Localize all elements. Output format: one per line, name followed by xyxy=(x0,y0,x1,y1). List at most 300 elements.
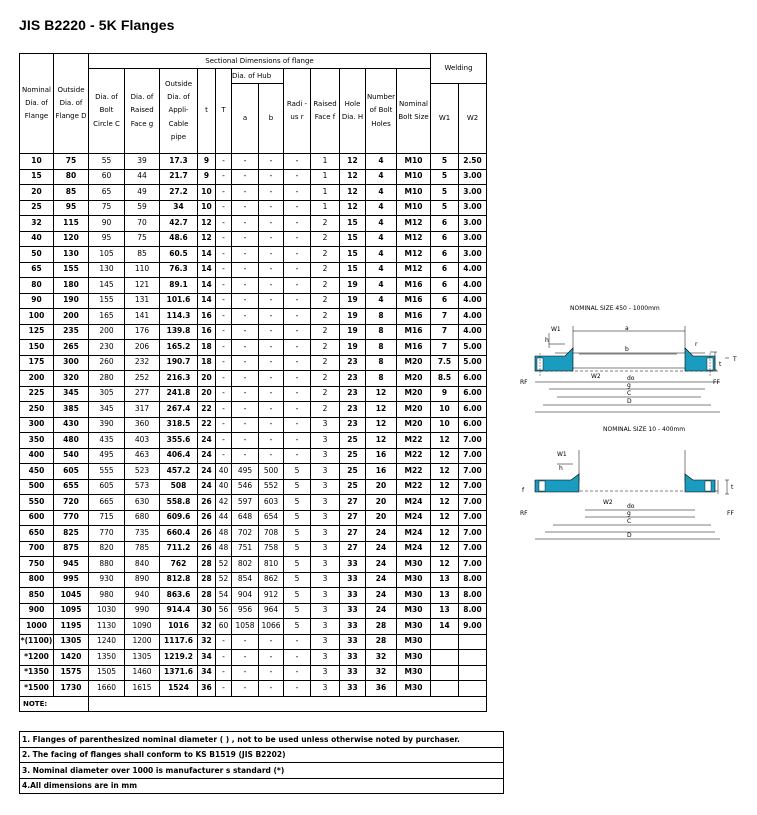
table-cell: 1575 xyxy=(54,665,89,681)
table-cell: 3 xyxy=(311,681,340,697)
table-row xyxy=(20,510,487,526)
table-cell: M16 xyxy=(397,278,431,294)
table-cell: M24 xyxy=(397,541,431,557)
table-cell: 735 xyxy=(125,526,160,542)
table-cell: 7.5 xyxy=(431,355,459,371)
table-cell: - xyxy=(232,247,259,263)
table-cell: - xyxy=(232,309,259,325)
table-cell: 20 xyxy=(198,386,216,402)
table-cell: - xyxy=(216,247,232,263)
table-cell: 3.00 xyxy=(459,216,487,232)
table-cell: 23 xyxy=(340,417,366,433)
table-cell: 280 xyxy=(89,371,125,387)
table-row xyxy=(20,464,487,480)
table-cell: 24 xyxy=(366,572,397,588)
table-cell: 59 xyxy=(125,200,160,216)
table-cell: 3 xyxy=(311,479,340,495)
table-cell: 176 xyxy=(125,324,160,340)
table-cell: 1305 xyxy=(125,650,160,666)
label-a: a xyxy=(625,325,629,332)
table-cell: - xyxy=(284,247,311,263)
table-cell: 19 xyxy=(340,340,366,356)
table-cell: M22 xyxy=(397,433,431,449)
label-b: b xyxy=(625,346,629,353)
table-cell: - xyxy=(259,355,284,371)
table-cell: - xyxy=(284,278,311,294)
table-cell: 23 xyxy=(340,355,366,371)
table-cell: 5.00 xyxy=(459,340,487,356)
table-cell: 8 xyxy=(366,355,397,371)
table-cell: 17.3 xyxy=(160,154,198,170)
table-cell: M30 xyxy=(397,681,431,697)
table-cell: 708 xyxy=(259,526,284,542)
table-cell: 430 xyxy=(54,417,89,433)
table-cell: 52 xyxy=(216,572,232,588)
table-cell: 28 xyxy=(198,588,216,604)
table-cell: 800 xyxy=(20,572,54,588)
table-cell: 40 xyxy=(20,231,54,247)
label-d-small: D xyxy=(627,532,632,539)
table-cell: - xyxy=(216,386,232,402)
table-cell: - xyxy=(259,309,284,325)
table-cell: 802 xyxy=(232,557,259,573)
table-cell: - xyxy=(216,417,232,433)
table-cell: 2 xyxy=(311,371,340,387)
table-cell: 875 xyxy=(54,541,89,557)
table-cell: 3 xyxy=(311,603,340,619)
table-cell: 990 xyxy=(125,603,160,619)
table-cell xyxy=(431,681,459,697)
table-cell: - xyxy=(232,355,259,371)
table-cell: 6.00 xyxy=(459,386,487,402)
table-cell: 4 xyxy=(366,216,397,232)
label-ff: FF xyxy=(713,379,720,386)
table-cell: 5 xyxy=(284,464,311,480)
table-cell: 277 xyxy=(125,386,160,402)
table-cell: 1 xyxy=(311,169,340,185)
table-cell: 5 xyxy=(431,154,459,170)
flange-diagram-large xyxy=(515,298,755,418)
table-cell: 3.00 xyxy=(459,200,487,216)
table-cell: 6 xyxy=(431,293,459,309)
table-cell: - xyxy=(216,216,232,232)
table-cell: 1505 xyxy=(89,665,125,681)
table-cell: 115 xyxy=(54,216,89,232)
table-cell: - xyxy=(259,340,284,356)
table-cell: 12 xyxy=(366,386,397,402)
table-cell: 523 xyxy=(125,464,160,480)
table-cell: 15 xyxy=(340,231,366,247)
table-cell: - xyxy=(216,340,232,356)
table-cell: - xyxy=(259,371,284,387)
table-cell: 33 xyxy=(340,588,366,604)
col-outside-pipe: Outside Dia. of Appli- Cable pipe xyxy=(160,69,198,154)
table-cell: - xyxy=(284,231,311,247)
table-cell: - xyxy=(259,169,284,185)
hub-dia-header: Dia. of Hub xyxy=(232,69,284,84)
label-w2-small: W2 xyxy=(603,499,613,506)
table-cell: 50 xyxy=(20,247,54,263)
table-cell: - xyxy=(216,681,232,697)
table-cell: M16 xyxy=(397,293,431,309)
table-cell: 4 xyxy=(366,185,397,201)
table-cell: 206 xyxy=(125,340,160,356)
table-cell: 609.6 xyxy=(160,510,198,526)
table-cell: - xyxy=(259,231,284,247)
table-row xyxy=(20,293,487,309)
table-row xyxy=(20,262,487,278)
table-cell: - xyxy=(284,634,311,650)
table-cell: M10 xyxy=(397,169,431,185)
label-g-small: g xyxy=(627,510,631,517)
table-cell: 4 xyxy=(366,169,397,185)
diagram-top-title: NOMINAL SIZE 450 - 1000mm xyxy=(570,305,660,312)
table-cell: - xyxy=(259,402,284,418)
table-cell: 55 xyxy=(89,154,125,170)
table-cell: 820 xyxy=(89,541,125,557)
table-cell xyxy=(459,681,487,697)
table-cell: 42.7 xyxy=(160,216,198,232)
table-cell: 33 xyxy=(340,650,366,666)
table-cell: 12 xyxy=(431,433,459,449)
table-cell: 131 xyxy=(125,293,160,309)
table-cell xyxy=(431,650,459,666)
table-cell: 1090 xyxy=(125,619,160,635)
table-cell: 400 xyxy=(20,448,54,464)
table-cell: 1305 xyxy=(54,634,89,650)
table-row xyxy=(20,371,487,387)
table-cell: M24 xyxy=(397,510,431,526)
table-cell: M22 xyxy=(397,448,431,464)
table-cell: 16 xyxy=(198,324,216,340)
table-cell: 36 xyxy=(366,681,397,697)
table-cell: - xyxy=(216,433,232,449)
label-f-small: f xyxy=(522,487,525,494)
table-cell: 7.00 xyxy=(459,479,487,495)
label-t: t xyxy=(719,361,722,368)
table-cell: - xyxy=(216,634,232,650)
table-cell: - xyxy=(259,386,284,402)
table-cell: 216.3 xyxy=(160,371,198,387)
table-cell: 150 xyxy=(20,340,54,356)
table-cell: 7 xyxy=(431,309,459,325)
table-cell: 3 xyxy=(311,557,340,573)
table-cell: M30 xyxy=(397,665,431,681)
table-cell: 4.00 xyxy=(459,324,487,340)
table-cell: 2 xyxy=(311,247,340,263)
table-cell: 1 xyxy=(311,200,340,216)
table-cell: 21.7 xyxy=(160,169,198,185)
table-cell: 495 xyxy=(89,448,125,464)
label-c-small: C xyxy=(627,518,632,525)
table-cell: 4.00 xyxy=(459,262,487,278)
table-cell: 165 xyxy=(89,309,125,325)
table-cell: 48 xyxy=(216,526,232,542)
table-cell: 318.5 xyxy=(160,417,198,433)
table-cell: - xyxy=(216,185,232,201)
label-w1-small: W1 xyxy=(557,451,567,458)
table-cell: 812.8 xyxy=(160,572,198,588)
table-cell: 20 xyxy=(366,510,397,526)
table-cell: 48 xyxy=(216,541,232,557)
table-cell: 2 xyxy=(311,231,340,247)
table-cell: 16 xyxy=(366,448,397,464)
table-cell: 4.00 xyxy=(459,309,487,325)
table-cell: 6 xyxy=(431,231,459,247)
label-rf: RF xyxy=(520,379,528,386)
table-cell: - xyxy=(232,371,259,387)
table-cell: 1045 xyxy=(54,588,89,604)
table-cell: 305 xyxy=(89,386,125,402)
table-cell: 7 xyxy=(431,324,459,340)
note-1: 1. Flanges of parenthesized nominal diameter ( ) , not to be used unless otherwise noted by purchaser. xyxy=(20,732,504,748)
table-cell: 56 xyxy=(216,603,232,619)
table-cell: 30 xyxy=(198,603,216,619)
table-cell: 27.2 xyxy=(160,185,198,201)
table-row xyxy=(20,479,487,495)
table-cell: 1058 xyxy=(232,619,259,635)
table-cell: - xyxy=(216,402,232,418)
table-cell: 605 xyxy=(54,464,89,480)
table-cell: 90 xyxy=(89,216,125,232)
table-cell: 1016 xyxy=(160,619,198,635)
table-cell: 15 xyxy=(340,216,366,232)
col-outside-dia: Outside Dia. of Flange D xyxy=(54,54,89,154)
table-cell: 15 xyxy=(340,247,366,263)
table-cell: M10 xyxy=(397,185,431,201)
table-cell: 200 xyxy=(20,371,54,387)
table-cell: 22 xyxy=(198,402,216,418)
label-c: C xyxy=(627,390,632,397)
table-cell: 54 xyxy=(216,588,232,604)
label-r: r xyxy=(695,341,698,348)
table-cell: 603 xyxy=(259,495,284,511)
table-cell: 12 xyxy=(340,200,366,216)
table-cell: - xyxy=(259,650,284,666)
label-T: T xyxy=(733,356,737,363)
table-cell: 552 xyxy=(259,479,284,495)
table-cell: 345 xyxy=(89,402,125,418)
table-cell: 406.4 xyxy=(160,448,198,464)
table-cell: 13 xyxy=(431,588,459,604)
table-cell: - xyxy=(259,681,284,697)
table-cell: 65 xyxy=(20,262,54,278)
table-cell: - xyxy=(232,634,259,650)
table-cell: 80 xyxy=(20,278,54,294)
table-cell: 930 xyxy=(89,572,125,588)
table-cell: 762 xyxy=(160,557,198,573)
table-row xyxy=(20,309,487,325)
table-cell: 1117.6 xyxy=(160,634,198,650)
table-cell: - xyxy=(259,247,284,263)
table-cell: 7.00 xyxy=(459,433,487,449)
table-cell: 8.00 xyxy=(459,588,487,604)
table-cell: M30 xyxy=(397,619,431,635)
table-cell: 190 xyxy=(54,293,89,309)
table-row xyxy=(20,526,487,542)
table-cell: 24 xyxy=(198,464,216,480)
table-cell: - xyxy=(232,154,259,170)
table-cell: 12 xyxy=(366,417,397,433)
table-cell: - xyxy=(284,309,311,325)
table-cell: - xyxy=(232,262,259,278)
table-cell: 20 xyxy=(366,479,397,495)
table-cell: 32 xyxy=(366,650,397,666)
table-cell: 26 xyxy=(198,526,216,542)
table-cell: 40 xyxy=(216,464,232,480)
table-cell: 320 xyxy=(54,371,89,387)
table-cell: 235 xyxy=(54,324,89,340)
table-cell: 7.00 xyxy=(459,464,487,480)
table-cell: 13 xyxy=(431,603,459,619)
table-cell: 19 xyxy=(340,278,366,294)
table-cell: 945 xyxy=(54,557,89,573)
table-cell: 2.50 xyxy=(459,154,487,170)
table-cell: 33 xyxy=(340,634,366,650)
table-cell: - xyxy=(284,340,311,356)
table-cell: 3 xyxy=(311,572,340,588)
table-cell: - xyxy=(259,278,284,294)
col-radius: Radi -us r xyxy=(284,69,311,154)
table-cell: - xyxy=(284,185,311,201)
table-cell: 5 xyxy=(284,619,311,635)
table-row xyxy=(20,588,487,604)
table-cell: 32 xyxy=(198,634,216,650)
note-2: 2. The facing of flanges shall conform to KS B1519 (JIS B2202) xyxy=(20,747,504,763)
col-a: a xyxy=(232,84,259,154)
table-cell: M20 xyxy=(397,402,431,418)
col-num-bolt-holes: Number of Bolt Holes xyxy=(366,69,397,154)
table-cell: 130 xyxy=(89,262,125,278)
table-cell: - xyxy=(259,154,284,170)
table-cell: 44 xyxy=(125,169,160,185)
table-cell: 10 xyxy=(198,200,216,216)
table-cell: 60 xyxy=(89,169,125,185)
table-cell: 702 xyxy=(232,526,259,542)
table-cell: 10 xyxy=(431,402,459,418)
table-cell: 12 xyxy=(431,448,459,464)
table-cell: - xyxy=(284,154,311,170)
table-cell: 23 xyxy=(340,371,366,387)
table-row xyxy=(20,433,487,449)
table-row xyxy=(20,572,487,588)
table-row xyxy=(20,619,487,635)
table-cell: M30 xyxy=(397,572,431,588)
table-cell: 141 xyxy=(125,309,160,325)
table-cell: M20 xyxy=(397,417,431,433)
table-cell: - xyxy=(284,293,311,309)
table-cell: M30 xyxy=(397,557,431,573)
table-cell: M30 xyxy=(397,588,431,604)
table-cell: - xyxy=(216,169,232,185)
table-cell: 14 xyxy=(198,247,216,263)
table-cell: 480 xyxy=(54,433,89,449)
table-cell: 770 xyxy=(54,510,89,526)
col-nominal-bolt: Nominal Bolt Size xyxy=(397,69,431,154)
table-cell: 225 xyxy=(20,386,54,402)
col-hole-dia: Hole Dia. H xyxy=(340,69,366,154)
table-cell: 49 xyxy=(125,185,160,201)
col-raised-f: Raised Face f xyxy=(311,69,340,154)
table-cell: 605 xyxy=(89,479,125,495)
table-cell: - xyxy=(216,200,232,216)
table-cell: 495 xyxy=(232,464,259,480)
table-cell: - xyxy=(284,169,311,185)
table-cell: 18 xyxy=(198,340,216,356)
table-cell: - xyxy=(232,169,259,185)
table-cell: - xyxy=(232,185,259,201)
table-cell: 403 xyxy=(125,433,160,449)
table-cell: 24 xyxy=(366,588,397,604)
table-cell: 8.00 xyxy=(459,572,487,588)
table-row xyxy=(20,665,487,681)
table-cell: 230 xyxy=(89,340,125,356)
table-cell: 14 xyxy=(198,262,216,278)
table-cell: 14 xyxy=(198,278,216,294)
col-b: b xyxy=(259,84,284,154)
table-cell: 3 xyxy=(311,464,340,480)
table-cell: 7.00 xyxy=(459,448,487,464)
table-cell: 390 xyxy=(89,417,125,433)
table-cell: 1371.6 xyxy=(160,665,198,681)
table-cell: 5 xyxy=(284,526,311,542)
table-cell: 660.4 xyxy=(160,526,198,542)
table-cell: 2 xyxy=(311,309,340,325)
table-cell: 1 xyxy=(311,185,340,201)
table-cell: 33 xyxy=(340,681,366,697)
table-cell: 500 xyxy=(259,464,284,480)
table-cell: 5 xyxy=(284,603,311,619)
flange-section-small xyxy=(535,474,715,492)
table-cell: 24 xyxy=(366,541,397,557)
table-cell: 252 xyxy=(125,371,160,387)
table-cell: - xyxy=(216,371,232,387)
table-cell: 1240 xyxy=(89,634,125,650)
table-cell: 8.00 xyxy=(459,603,487,619)
label-do: do xyxy=(627,375,635,382)
table-cell: 12 xyxy=(431,526,459,542)
table-cell: 20 xyxy=(366,495,397,511)
table-cell: - xyxy=(232,448,259,464)
welding-header: Welding xyxy=(431,54,487,84)
table-cell: - xyxy=(284,665,311,681)
table-cell: - xyxy=(284,448,311,464)
table-cell: 34 xyxy=(198,665,216,681)
label-t-small: t xyxy=(731,484,734,491)
note-3: 3. Nominal diameter over 1000 is manufacturer s standard (*) xyxy=(20,763,504,779)
table-cell: 6.00 xyxy=(459,417,487,433)
table-cell: - xyxy=(216,154,232,170)
table-cell: 44 xyxy=(216,510,232,526)
table-cell: - xyxy=(259,262,284,278)
table-cell: 8.5 xyxy=(431,371,459,387)
table-cell: 550 xyxy=(20,495,54,511)
table-cell: 3 xyxy=(311,541,340,557)
table-row xyxy=(20,169,487,185)
page-title: JIS B2220 - 5K Flanges xyxy=(19,17,175,33)
table-cell: 573 xyxy=(125,479,160,495)
table-cell: 840 xyxy=(125,557,160,573)
table-cell: 1219.2 xyxy=(160,650,198,666)
table-cell: 9 xyxy=(198,169,216,185)
table-cell: 12 xyxy=(340,154,366,170)
table-cell: 65 xyxy=(89,185,125,201)
table-cell: 70 xyxy=(125,216,160,232)
table-cell: - xyxy=(284,355,311,371)
table-cell: M20 xyxy=(397,386,431,402)
table-cell: 3 xyxy=(311,448,340,464)
table-cell: 5.00 xyxy=(459,355,487,371)
